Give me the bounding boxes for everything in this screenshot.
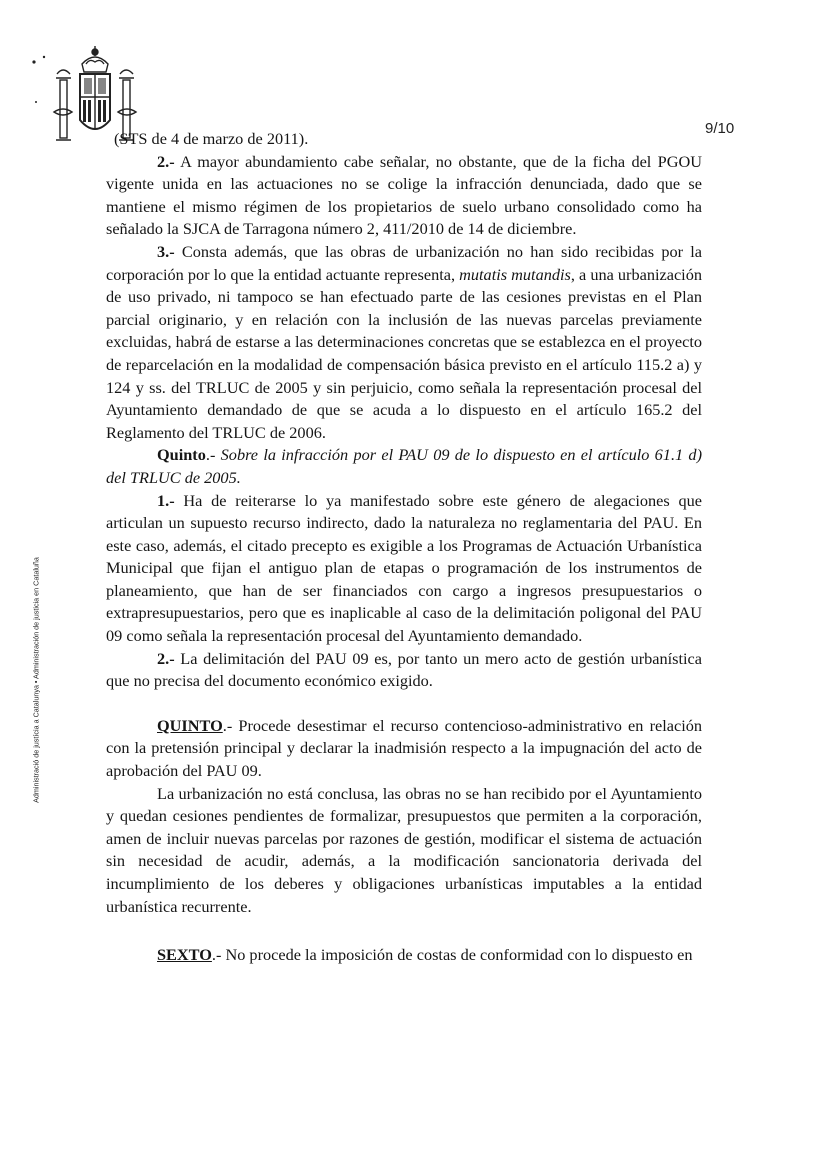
paragraph-text: La delimitación del PAU 09 es, por tanto un mero acto de gestión urbanística que no precisa del documento económico exigido.: [106, 648, 702, 691]
section-label: QUINTO: [157, 715, 223, 735]
paragraph-mayor-abundamiento: [106, 151, 702, 241]
side-note-text: Administració de justícia a Catalunya • Administración de justicia en Cataluña: [31, 557, 41, 803]
section-label: Quinto: [157, 445, 206, 465]
paragraph-text: .- No procede la imposición de costas de conformidad con lo dispuesto en: [211, 945, 693, 965]
paragraph-text: A mayor abundamiento cabe señalar, no obstante, que de la ficha del PGOU vigente unida en las actuaciones no se colige la infracción denunciada, dado que se mantiene el mismo régimen de los propietarios de suelo urbano consolidado como ha señalado la SJCA de Tarragona número 2, 411/2010 de 14 de diciembre.: [106, 151, 702, 239]
paragraph-reiterarse: [106, 490, 702, 648]
item-number: 1.-: [157, 490, 175, 510]
section-sexto: [106, 944, 702, 967]
paragraph-text: Consta además, que las obras de urbanización no han sido recibidas por la corporación por lo que la entidad actuante representa,: [106, 241, 702, 284]
paragraph-urbanizacion: La urbanización no está conclusa, las obras no se han recibido por el Ayuntamiento y quedan cesiones pendientes de formalizar, presupuestos que permiten a la corporación, amen de incluir nuevas parcelas por razones de gestión, modificar el sistema de actuación sin necesidad de acudir, además, a la modificación sancionatoria derivada del incumplimiento de los deberes y obligaciones urbanísticas imputables a la entidad urbanística recurrente.: [106, 783, 702, 916]
item-number: 2.-: [157, 151, 175, 171]
section-title: Sobre la infracción por el PAU 09 de lo dispuesto en el artículo 61.1 d) del TRLUC de 2005.: [106, 445, 702, 487]
item-number: 2.-: [157, 648, 175, 668]
paragraph-consta-ademas: [106, 241, 702, 444]
section-heading-quinto: [106, 444, 702, 489]
section-quinto: [106, 715, 702, 783]
paragraph-text: .- Procede desestimar el recurso contencioso-administrativo en relación con la pretensión principal y declarar la inadmisión respecto a la impugnación del acto de aprobación del PAU 09.: [106, 715, 702, 781]
latin-phrase: mutatis mutandis: [459, 264, 571, 284]
item-number: 3.-: [157, 241, 175, 261]
document-body: [106, 128, 702, 967]
paragraph-text: , a una urbanización de uso privado, ni tampoco se han efectuado parte de las cesiones previstas en el Plan parcial originario, y en relación con la inclusión de las nuevas parcelas previamente excluidas, habrá de estarse a las determinaciones concretas que se establezca en el proyecto de reparcelación en la modalidad de compensación básica previsto en el artículo 115.2 a) y 124 y ss. del TRLUC de 2005 y sin perjuicio, como señala la representación procesal del Ayuntamiento demandado de que se acuda a lo dispuesto en el artículo 165.2 del Reglamento del TRLUC de 2006.: [106, 264, 702, 442]
paragraph-text: Ha de reiterarse lo ya manifestado sobre este género de alegaciones que articulan un supuesto recurso indirecto, dado la naturaleza no reglamentaria del PAU. En este caso, además, el citado precepto es exigible a los Programas de Actuación Urbanística Municipal que fijan el antiguo plan de etapas o programación de los instrumentos de planeamiento, que han de ser financiados con cargo a ingresos presupuestarios o extrapresupuestarios, pero que es inaplicable al caso de la delimitación poligonal del PAU 09 como señala la representación procesal del Ayuntamiento demandado.: [106, 490, 702, 646]
section-label: SEXTO: [157, 945, 212, 965]
heading-dash: .-: [205, 445, 221, 465]
page-number: 9/10: [705, 120, 735, 137]
paragraph-delimitacion: [106, 648, 702, 693]
citation-paragraph: (STS de 4 de marzo de 2011).: [114, 129, 309, 148]
